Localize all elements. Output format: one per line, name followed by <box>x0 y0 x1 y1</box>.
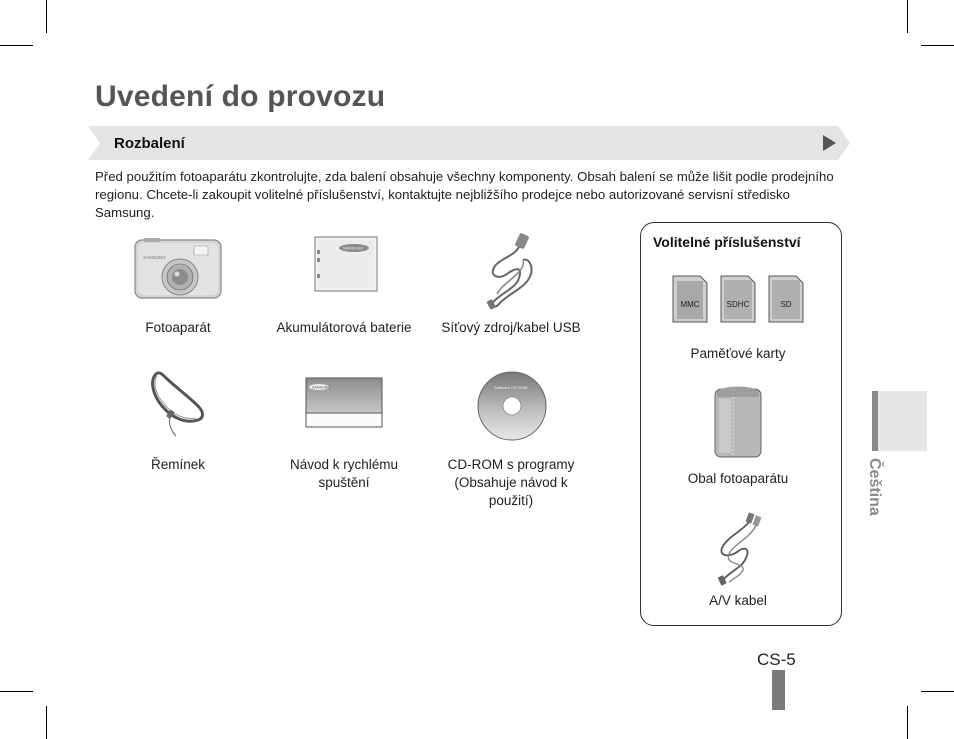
caption-camera-case: Obal fotoaparátu <box>687 471 789 486</box>
caption-av-cable: A/V kabel <box>709 593 767 608</box>
page-number-bar <box>772 670 785 710</box>
crop-mark <box>46 706 47 739</box>
caption-strap: Řemínek <box>150 457 206 472</box>
section-heading: Rozbalení <box>114 135 185 152</box>
manual-icon <box>305 377 385 429</box>
language-tab <box>872 391 927 451</box>
crop-mark <box>921 45 954 46</box>
camera-icon <box>134 237 222 301</box>
camera-logo: SAMSUNG <box>143 255 166 260</box>
mmc-label: MMC <box>680 300 700 309</box>
language-tab-bar <box>872 391 878 451</box>
section-banner <box>88 126 850 160</box>
manual-logo: SAMSUNG <box>312 385 331 390</box>
sdhc-card-icon <box>720 275 756 323</box>
caption-camera: Fotoaparát <box>145 320 211 335</box>
intro-paragraph: Před použitím fotoaparátu zkontrolujte, zda balení obsahuje všechny komponenty. Obsah balení se může lišit podle prodejního regionu. Chcete-li zakoupit volitelné příslušenství, kontaktujte nejbližšího prodejce nebo autorizované servisní středisko Samsung. <box>95 169 834 220</box>
battery-icon <box>314 236 378 292</box>
optional-accessories-title: Volitelné příslušenství <box>653 234 801 250</box>
crop-mark <box>921 691 954 692</box>
battery-logo: SAMSUNG <box>343 245 364 251</box>
page-number: CS-5 <box>757 650 796 669</box>
usb-cable-icon <box>483 232 543 310</box>
crop-mark <box>907 706 908 739</box>
page-title: Uvedení do provozu <box>95 80 386 113</box>
sdhc-label: SDHC <box>726 300 750 309</box>
camera-case-icon <box>713 383 763 459</box>
language-tab-label <box>862 456 892 526</box>
crop-mark <box>46 0 47 33</box>
language-label-text: Čeština <box>866 458 883 516</box>
sd-label: SD <box>780 300 792 309</box>
caption-memory-cards: Paměťové karty <box>690 346 786 361</box>
mmc-card-icon <box>672 275 708 323</box>
caption-battery: Akumulátorová baterie <box>276 320 412 335</box>
crop-mark <box>0 45 33 46</box>
cd-rom-icon <box>476 370 548 442</box>
crop-mark <box>0 691 33 692</box>
cd-label: Software CD-ROM <box>494 385 528 390</box>
sd-card-icon <box>768 275 804 323</box>
caption-usb-cable: Síťový zdroj/kabel USB <box>441 320 581 335</box>
caption-manual: Návod k rychlému spuštění <box>289 457 399 490</box>
crop-mark <box>907 0 908 33</box>
av-cable-icon <box>713 510 765 586</box>
caption-cd-rom: CD-ROM s programy (Obsahuje návod k použití) <box>447 457 575 508</box>
strap-icon <box>146 366 208 440</box>
